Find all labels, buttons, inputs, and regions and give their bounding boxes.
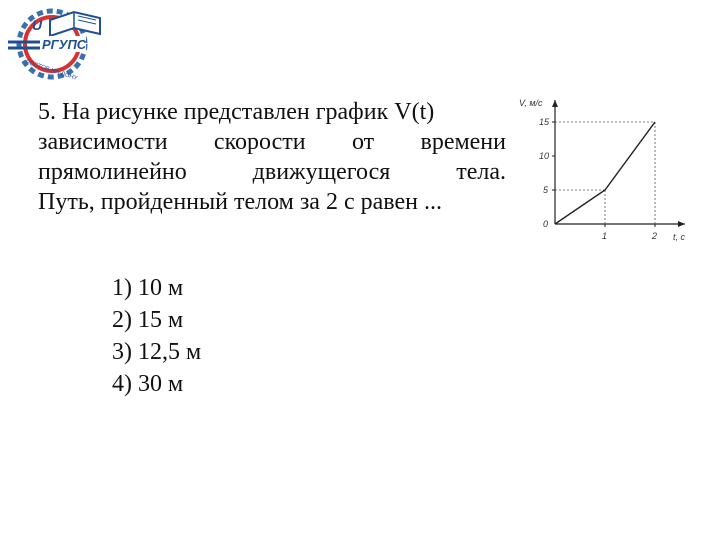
x-axis-arrow (678, 221, 685, 227)
x-axis-label: t, с (673, 232, 686, 242)
answer-option: 2) 15 м (112, 307, 184, 333)
velocity-time-chart (515, 94, 690, 250)
y-axis-arrow (552, 100, 558, 107)
answer-option: 1) 10 м (112, 275, 184, 301)
answer-list (112, 272, 201, 400)
y-tick-label: 15 (539, 117, 550, 127)
question-line: зависимости скорости от времени (38, 129, 506, 155)
x-tick-label: 2 (652, 231, 658, 241)
logo-arc-text: РОСТОВ-НА-ДОНУ (24, 59, 78, 82)
series-line (555, 122, 655, 224)
logo-letter: U (32, 17, 43, 33)
university-logo (2, 2, 106, 86)
question-line: прямолинейно движущегося тела. (38, 159, 506, 185)
question-line: 5. На рисунке представлен график V(t) (38, 99, 435, 125)
x-tick-label: 1 (602, 231, 608, 241)
y-axis-label: V, м/с (519, 98, 543, 108)
logo-text: РГУПС (42, 37, 87, 52)
answer-option: 4) 30 м (112, 371, 184, 397)
y-tick-label: 5 (543, 185, 549, 195)
question-line: Путь, пройденный телом за 2 с равен ... (38, 189, 442, 215)
origin-label: 0 (543, 219, 549, 229)
question-text (38, 97, 506, 217)
answer-option: 3) 12,5 м (112, 339, 202, 365)
y-tick-label: 10 (539, 151, 550, 161)
